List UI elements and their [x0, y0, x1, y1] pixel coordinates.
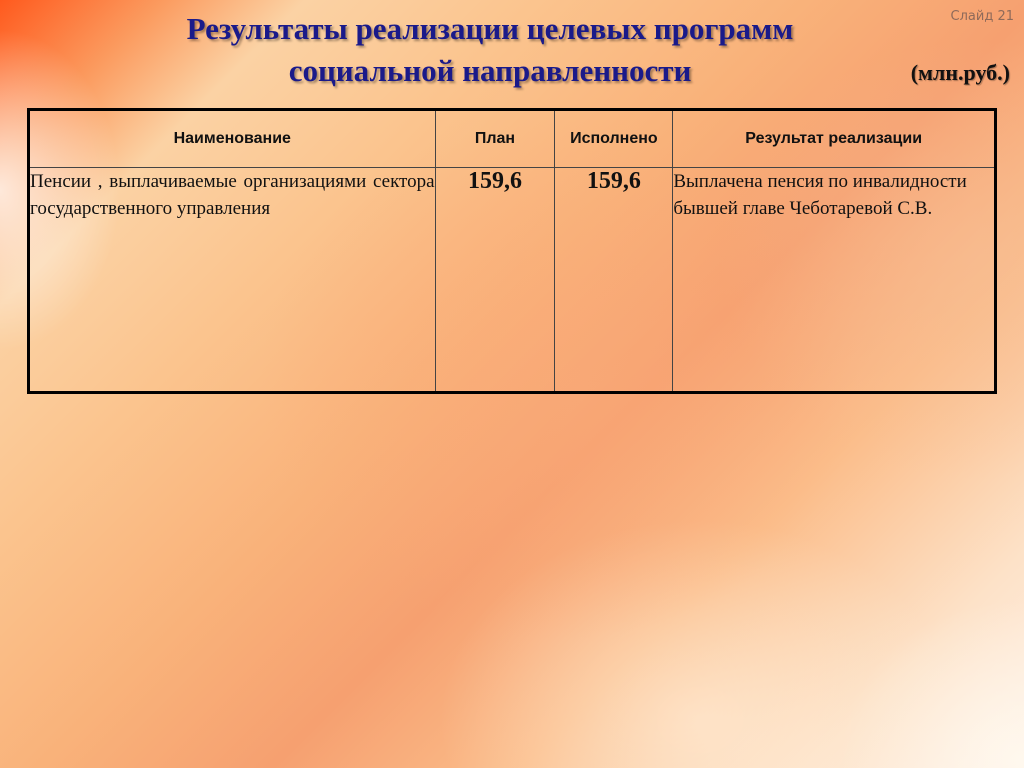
cell-done: 159,6	[555, 168, 673, 393]
title-line-1: Результаты реализации целевых программ	[186, 11, 794, 46]
header-result: Результат реализации	[673, 110, 996, 168]
slide-number: Слайд 21	[950, 9, 1014, 24]
table-header-row	[29, 110, 996, 168]
cell-plan: 159,6	[435, 168, 555, 393]
slide-title	[140, 8, 840, 92]
cell-result: Выплачена пенсия по инвалидности бывшей главе Чеботаревой С.В.	[673, 168, 996, 393]
cell-name: Пенсии , выплачиваемые организациями сектора государственного управления	[29, 168, 436, 393]
units-label: (млн.руб.)	[910, 60, 1010, 85]
results-table	[27, 108, 997, 394]
header-done: Исполнено	[555, 110, 673, 168]
title-line-2: социальной направленности	[288, 53, 692, 88]
table-row	[29, 168, 996, 393]
header-plan: План	[435, 110, 555, 168]
header-name: Наименование	[29, 110, 436, 168]
